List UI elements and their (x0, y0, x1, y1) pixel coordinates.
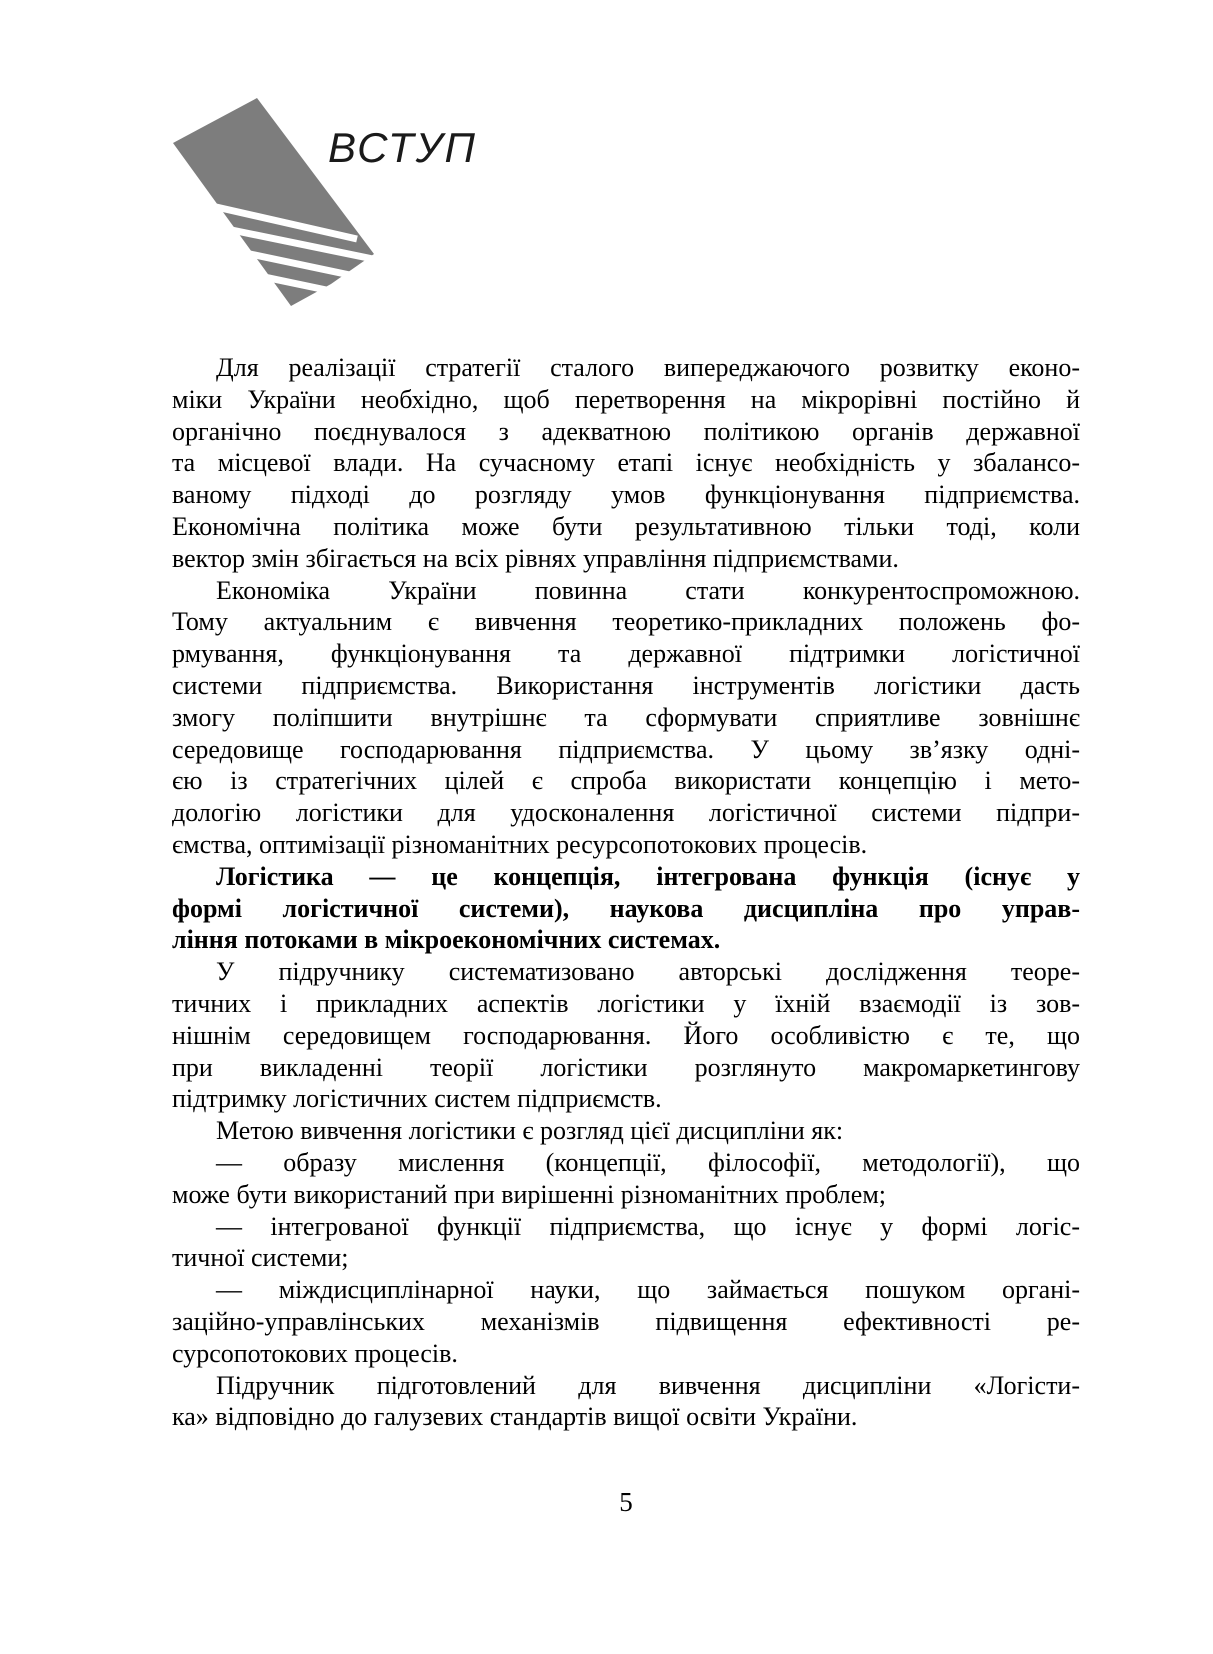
text-line: та місцевої влади. На сучасному етапі існує необхідність у збалансо- (172, 448, 1080, 478)
text-line: тичної системи; (172, 1243, 349, 1273)
paragraph (172, 1147, 1080, 1211)
text-line: при викладенні теорії логістики розглянуто макромаркетингову (172, 1052, 1080, 1082)
text-line: підтримку логістичних систем підприємств. (172, 1084, 662, 1114)
text-line: Економіка України повинна стати конкурентоспроможною. (216, 575, 1080, 605)
text-line: середовище господарювання підприємства. У цьому зв’язку одні- (172, 734, 1080, 764)
text-line: вектор змін збігається на всіх рівнях управління підприємствами. (172, 543, 899, 573)
text-line: нішнім середовищем господарювання. Його особливістю є те, що (172, 1020, 1080, 1050)
page-number: 5 (619, 1487, 633, 1517)
paragraph (172, 1370, 1080, 1434)
text-line: єю із стратегічних цілей є спроба використати концепцію і мето- (172, 766, 1080, 796)
text-line: може бути використаний при вирішенні різноманітних проблем; (172, 1179, 886, 1209)
text-line: системи підприємства. Використання інструментів логістики дасть (172, 670, 1080, 700)
text-line: ка» відповідно до галузевих стандартів вищої освіти України. (172, 1402, 858, 1432)
paragraph (172, 1274, 1080, 1369)
text-line: У підручнику систематизовано авторські дослідження теоре- (216, 957, 1080, 987)
text-line: Тому актуальним є вивчення теоретико-прикладних положень фо- (172, 607, 1080, 637)
text-line: — інтегрованої функції підприємства, що існує у формі логіс- (216, 1211, 1080, 1241)
text-line: ємства, оптимізації різноманітних ресурсопотокових процесів. (172, 829, 868, 859)
text-line: ління потоками в мікроекономічних системах. (172, 925, 721, 955)
chapter-title: ВСТУП (328, 124, 477, 171)
text-line: рмування, функціонування та державної підтримки логістичної (172, 639, 1080, 669)
text-line: сурсопотокових процесів. (172, 1338, 458, 1368)
paragraph (172, 352, 1080, 575)
paragraph (172, 1115, 1080, 1147)
text-line: — міждисциплінарної науки, що займається пошуком органі- (216, 1275, 1080, 1305)
text-line: Метою вивчення логістики є розгляд цієї дисципліни як: (216, 1116, 844, 1146)
text-line: органічно поєднувалося з адекватною політикою органів державної (172, 416, 1080, 446)
text-line: Економічна політика може бути результативною тільки тоді, коли (172, 511, 1080, 541)
paragraph (172, 1211, 1080, 1275)
paragraph (172, 956, 1080, 1115)
text-line: Для реалізації стратегії сталого випереджаючого розвитку еконо- (216, 353, 1080, 382)
text-line: міки України необхідно, щоб перетворення на мікрорівні постійно й (172, 384, 1080, 414)
text-line: Логістика — це концепція, інтегрована функція (існує у (216, 861, 1080, 891)
text-line: заційно-управлінських механізмів підвищення ефективності ре- (172, 1306, 1080, 1336)
paragraph (172, 575, 1080, 861)
text-line: дологію логістики для удосконалення логістичної системи підпри- (172, 798, 1080, 828)
paragraph (172, 861, 1080, 956)
text-line: Підручник підготовлений для вивчення дисципліни «Логісти- (216, 1370, 1080, 1400)
text-line: — образу мислення (концепції, філософії, методології), що (216, 1147, 1080, 1177)
text-line: тичних і прикладних аспектів логістики у їхній взаємодії із зов- (172, 988, 1080, 1018)
text-line: формі логістичної системи), наукова дисципліна про управ- (172, 893, 1080, 923)
text-line: змогу поліпшити внутрішнє та сформувати сприятливе зовнішнє (172, 702, 1080, 732)
text-line: ваному підході до розгляду умов функціонування підприємства. (172, 480, 1080, 510)
text-block (172, 352, 1080, 1433)
